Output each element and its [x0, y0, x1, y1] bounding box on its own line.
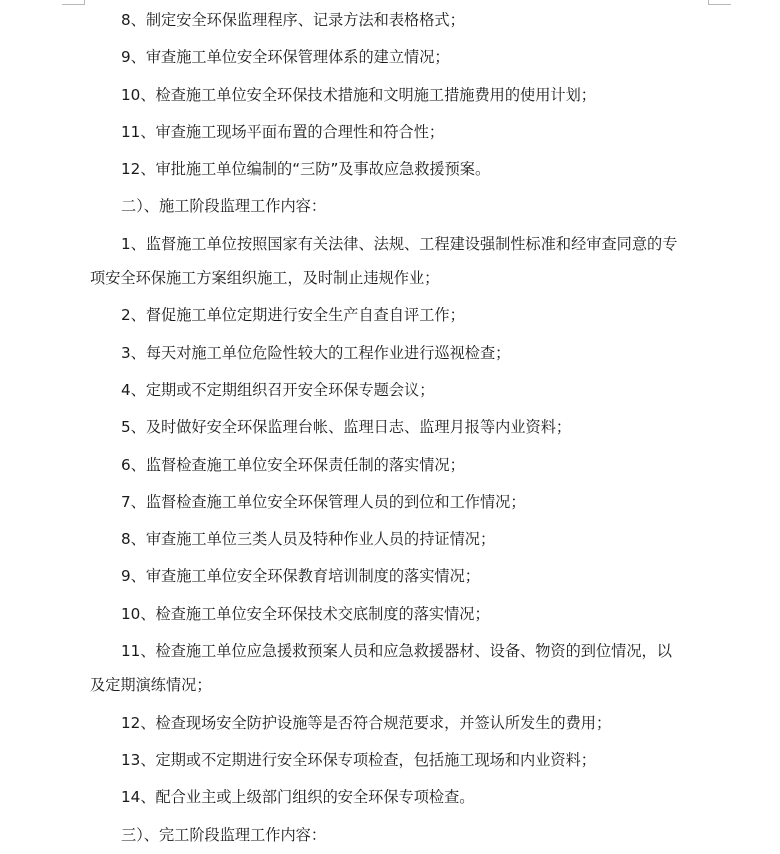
paragraph-item: 1、监督施工单位按照国家有关法律、法规、工程建设强制性标准和经审查同意的专	[121, 234, 678, 253]
paragraph-item: 10、检查施工单位安全环保技术交底制度的落实情况；	[121, 604, 490, 623]
paragraph-item: 10、检查施工单位安全环保技术措施和文明施工措施费用的使用计划；	[121, 85, 596, 104]
paragraph-item: 11、检查施工单位应急援救预案人员和应急救援器材、设备、物资的到位情况，以	[121, 642, 672, 661]
page-corner-mark-right	[708, 0, 731, 5]
paragraph-item: 11、审查施工现场平面布置的合理性和符合性；	[121, 122, 445, 141]
document-body	[90, 2, 710, 854]
paragraph-item: 4、定期或不定期组织召开安全环保专题会议；	[121, 380, 435, 399]
paragraph-item: 9、审查施工单位安全环保管理体系的建立情况；	[121, 48, 450, 67]
paragraph-item: 9、审查施工单位安全环保教育培训制度的落实情况；	[121, 567, 480, 586]
paragraph-item: 8、制定安全环保监理程序、记录方法和表格格式；	[121, 11, 465, 29]
paragraph-item-continuation: 项安全环保施工方案组织施工，及时制止违规作业；	[90, 269, 440, 288]
paragraph-item: 13、定期或不定期进行安全环保专项检查，包括施工现场和内业资料；	[121, 750, 596, 769]
paragraph-item: 2、督促施工单位定期进行安全生产自查自评工作；	[121, 306, 465, 325]
paragraph-item-continuation: 及定期演练情况；	[90, 676, 212, 695]
section-heading: 二）、施工阶段监理工作内容：	[121, 197, 327, 216]
paragraph-item: 6、监督检查施工单位安全环保责任制的落实情况；	[121, 455, 465, 474]
paragraph-item: 3、每天对施工单位危险性较大的工程作业进行巡视检查；	[121, 343, 511, 362]
paragraph-item: 7、监督检查施工单位安全环保管理人员的到位和工作情况；	[121, 492, 526, 511]
paragraph-item: 12、检查现场安全防护设施等是否符合规范要求，并签认所发生的费用；	[121, 713, 612, 732]
paragraph-item: 8、审查施工单位三类人员及特种作业人员的持证情况；	[121, 530, 496, 549]
paragraph-item: 12、审批施工单位编制的“三防”及事故应急救援预案。	[121, 160, 491, 179]
page-corner-mark-left	[62, 0, 85, 5]
paragraph-item: 5、及时做好安全环保监理台帐、监理日志、监理月报等内业资料；	[121, 418, 572, 437]
paragraph-item: 14、配合业主或上级部门组织的安全环保专项检查。	[121, 788, 475, 807]
section-heading: 三）、完工阶段监理工作内容：	[121, 825, 327, 844]
